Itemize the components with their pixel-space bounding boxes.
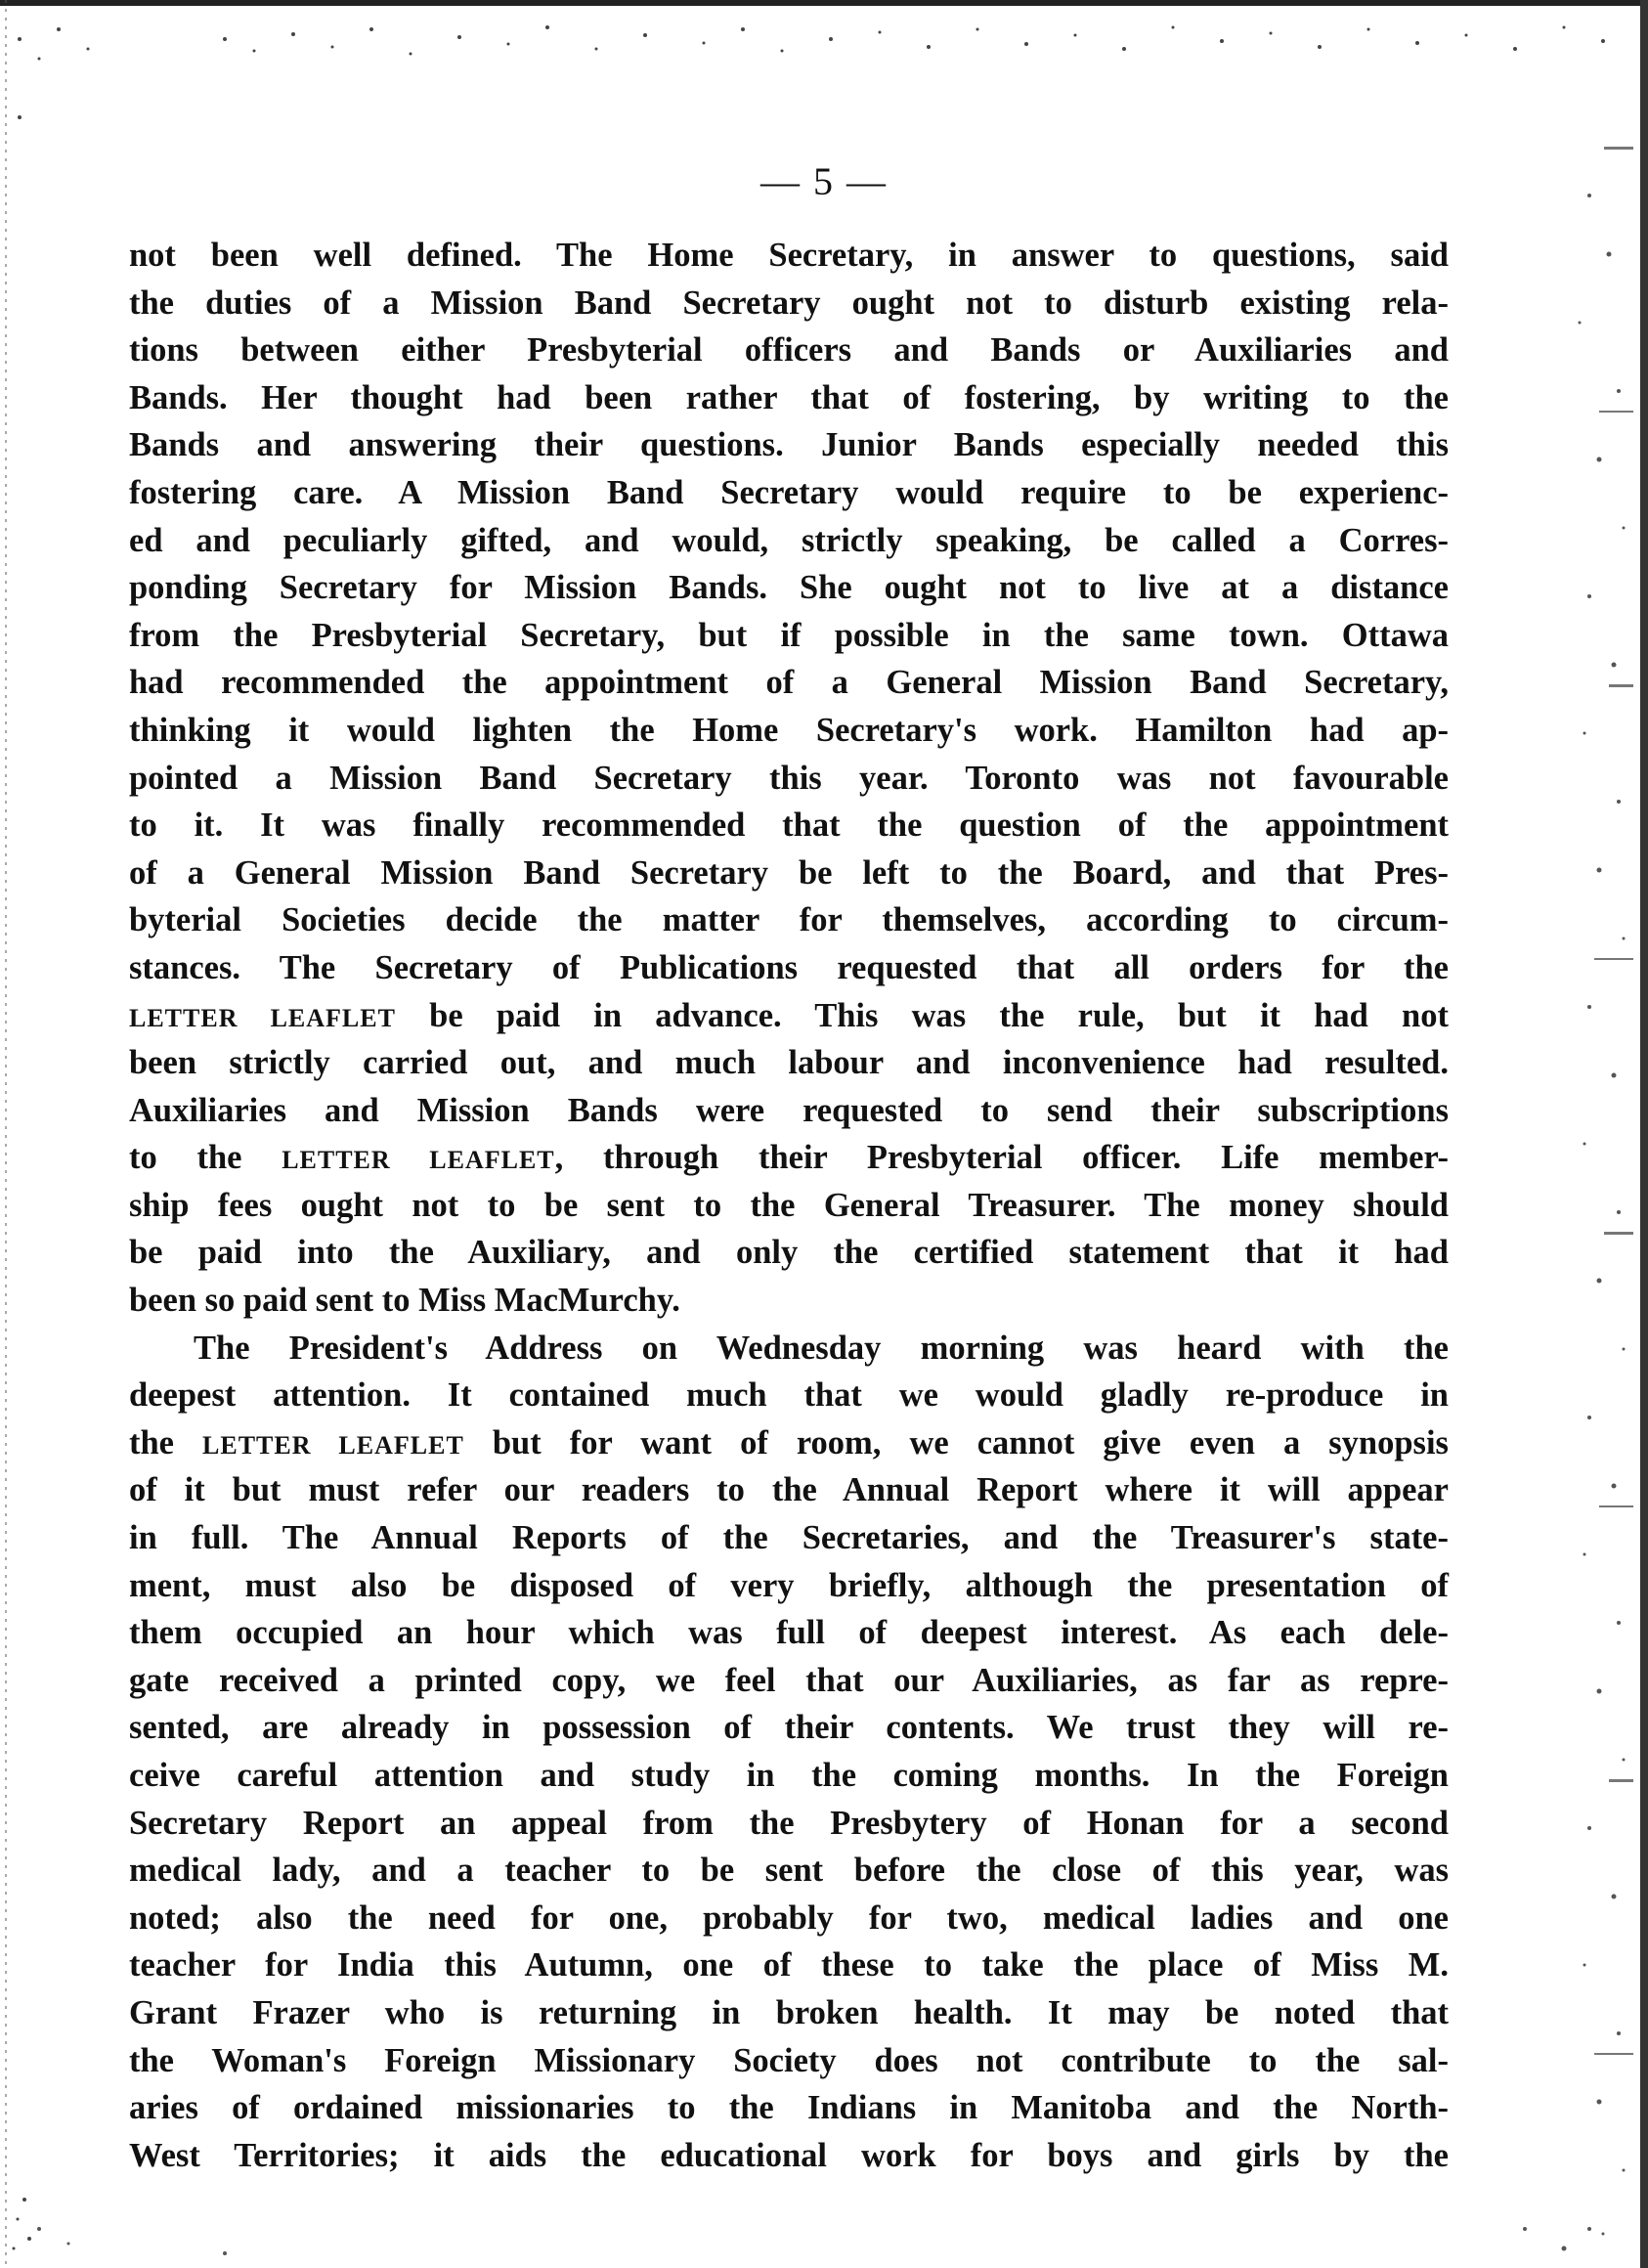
text-line: ment, must also be disposed of very briefly, although the presentation of xyxy=(129,1566,1449,1604)
text-line: Secretary Report an appeal from the Presbytery of Honan for a second xyxy=(129,1804,1449,1842)
scan-noise-right xyxy=(1531,0,1648,2268)
text-line: had recommended the appointment of a General Mission Band Secretary, xyxy=(129,664,1449,702)
text-line: be paid into the Auxiliary, and only the certified statement that it had xyxy=(129,1234,1449,1272)
text-line: the duties of a Mission Band Secretary ought not to disturb existing rela- xyxy=(129,284,1449,322)
text-line: to it. It was finally recommended that the question of the appointment xyxy=(129,807,1449,845)
text-line: the Woman's Foreign Missionary Society does not contribute to the sal- xyxy=(129,2041,1449,2079)
page-number: — 5 — xyxy=(760,159,888,203)
scan-noise-bottom xyxy=(0,2209,1648,2268)
text-line: of it but must refer our readers to the Annual Report where it will appear xyxy=(129,1471,1449,1509)
text-line: sented, are already in possession of their contents. We trust they will re- xyxy=(129,1709,1449,1747)
text-line: noted; also the need for one, probably for two, medical ladies and one xyxy=(129,1898,1449,1937)
publication-title: LETTER LEAFLET xyxy=(202,1430,464,1460)
text-line: tions between either Presbyterial officers and Bands or Auxiliaries and xyxy=(129,331,1449,370)
scan-noise-top xyxy=(0,0,1648,88)
publication-title: LETTER LEAFLET xyxy=(129,1003,396,1032)
text-line: not been well defined. The Home Secretary, in answer to questions, said xyxy=(129,237,1449,274)
text-line: West Territories; it aids the educational work for boys and girls by the xyxy=(129,2136,1449,2174)
body-text xyxy=(129,232,1449,2179)
text-line: ponding Secretary for Mission Bands. She ought not to live at a distance xyxy=(129,569,1449,607)
text-line: ship fees ought not to be sent to the General Treasurer. The money should xyxy=(129,1186,1449,1224)
text-line: been strictly carried out, and much labour and inconvenience had resulted. xyxy=(129,1044,1449,1082)
text-line: deepest attention. It contained much that we would gladly re-produce in xyxy=(129,1376,1449,1415)
text-line: pointed a Mission Band Secretary this year. Toronto was not favourable xyxy=(129,759,1449,797)
text-line: stances. The Secretary of Publications requested that all orders for the xyxy=(129,948,1449,986)
text-line: fostering care. A Mission Band Secretary would require to be experienc- xyxy=(129,473,1449,511)
text-line: been so paid sent to Miss MacMurchy. xyxy=(129,1282,680,1320)
text-line: in full. The Annual Reports of the Secretaries, and the Treasurer's state- xyxy=(129,1519,1449,1557)
scan-noise-left xyxy=(0,0,39,2268)
text-line: The President's Address on Wednesday morning was heard with the xyxy=(194,1329,1449,1367)
text-line: them occupied an hour which was full of deepest interest. As each dele- xyxy=(129,1614,1449,1652)
text-line: of a General Mission Band Secretary be left to the Board, and that Pres- xyxy=(129,853,1449,892)
text-line: gate received a printed copy, we feel that our Auxiliaries, as far as repre- xyxy=(129,1661,1449,1699)
text-line: to the LETTER LEAFLET, through their Presbyterial officer. Life member- xyxy=(129,1139,1449,1177)
text-line: Bands and answering their questions. Junior Bands especially needed this xyxy=(129,426,1449,464)
text-line: byterial Societies decide the matter for themselves, according to circum- xyxy=(129,901,1449,939)
text-line: the LETTER LEAFLET but for want of room, we cannot give even a synopsis xyxy=(129,1423,1449,1461)
text-line: ed and peculiarly gifted, and would, strictly speaking, be called a Corres- xyxy=(129,521,1449,559)
text-line: aries of ordained missionaries to the Indians in Manitoba and the North- xyxy=(129,2089,1449,2127)
publication-title: LETTER LEAFLET xyxy=(282,1146,555,1175)
text-line: Bands. Her thought had been rather that of fostering, by writing to the xyxy=(129,378,1449,416)
text-line: thinking it would lighten the Home Secretary's work. Hamilton had ap- xyxy=(129,711,1449,749)
text-line: teacher for India this Autumn, one of these to take the place of Miss M. xyxy=(129,1946,1449,1984)
text-line: LETTER LEAFLET be paid in advance. This was the rule, but it had not xyxy=(129,996,1449,1034)
text-line: ceive careful attention and study in the coming months. In the Foreign xyxy=(129,1757,1449,1794)
text-line: from the Presbyterial Secretary, but if possible in the same town. Ottawa xyxy=(129,616,1449,654)
text-line: Auxiliaries and Mission Bands were requested to send their subscriptions xyxy=(129,1091,1449,1129)
text-line: medical lady, and a teacher to be sent before the close of this year, was xyxy=(129,1852,1449,1890)
text-line: Grant Frazer who is returning in broken health. It may be noted that xyxy=(129,1993,1449,2031)
